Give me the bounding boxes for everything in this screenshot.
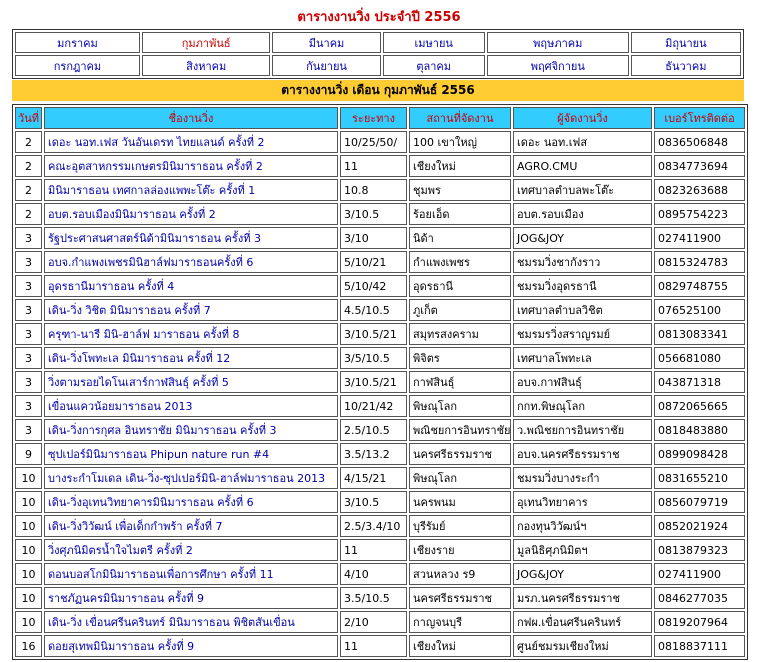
cell-distance: 3/10.5/21 [340, 323, 407, 345]
cell-distance: 3/10.5 [340, 491, 407, 513]
cell-phone: 076525100 [654, 299, 745, 321]
cell-day: 3 [15, 395, 42, 417]
cell-day: 3 [15, 419, 42, 441]
cell-distance: 3/10.5 [340, 203, 407, 225]
table-row [15, 563, 745, 585]
table-row [15, 491, 745, 513]
cell-phone: 043871318 [654, 371, 745, 393]
month-link-april[interactable]: เมษายน [383, 32, 485, 53]
month-link-december[interactable]: ธันวาคม [631, 55, 741, 76]
month-link-july[interactable]: กรกฎาคม [15, 55, 140, 76]
table-row [15, 371, 745, 393]
cell-distance: 5/10/42 [340, 275, 407, 297]
cell-day: 2 [15, 179, 42, 201]
cell-venue: 100 เขาใหญ่ [409, 131, 511, 153]
cell-day: 3 [15, 299, 42, 321]
event-link[interactable]: ดอยสุเทพมินิมาราธอน ครั้งที่ 9 [44, 635, 338, 657]
cell-venue: พณิชยการอินทราชัย [409, 419, 511, 441]
cell-venue: กำแพงเพชร [409, 251, 511, 273]
cell-day: 3 [15, 275, 42, 297]
event-link[interactable]: เขื่อนแควน้อยมาราธอน 2013 [44, 395, 338, 417]
cell-phone: 0895754223 [654, 203, 745, 225]
cell-venue: เชียงใหม่ [409, 635, 511, 657]
month-nav [12, 29, 744, 79]
cell-phone: 0852021924 [654, 515, 745, 537]
cell-phone: 027411900 [654, 227, 745, 249]
event-link[interactable]: เดิน-วิ่ง วิชิต มินิมาราธอน ครั้งที่ 7 [44, 299, 338, 321]
cell-day: 10 [15, 563, 42, 585]
cell-organizer: เทศบาลตำบลวิชิต [513, 299, 652, 321]
month-link-may[interactable]: พฤษภาคม [487, 32, 629, 53]
cell-venue: นครศรีธรรมราช [409, 443, 511, 465]
cell-organizer: มรภ.นครศรีธรรมราช [513, 587, 652, 609]
event-link[interactable]: บางระกำโมเดล เดิน-วิ่ง-ซุปเปอร์มินิ-ฮาล์ฟมาราธอน 2013 [44, 467, 338, 489]
table-row [15, 419, 745, 441]
cell-phone: 0836506848 [654, 131, 745, 153]
cell-distance: 4/15/21 [340, 467, 407, 489]
cell-day: 3 [15, 323, 42, 345]
cell-distance: 4.5/10.5 [340, 299, 407, 321]
cell-organizer: กฟผ.เขื่อนศรีนครินทร์ [513, 611, 652, 633]
cell-venue: นครศรีธรรมราช [409, 587, 511, 609]
cell-venue: พิษณุโลก [409, 467, 511, 489]
cell-distance: 11 [340, 539, 407, 561]
cell-phone: 0831655210 [654, 467, 745, 489]
table-row [15, 179, 745, 201]
table-row [15, 251, 745, 273]
cell-venue: นิด้า [409, 227, 511, 249]
cell-day: 16 [15, 635, 42, 657]
cell-distance: 11 [340, 635, 407, 657]
event-link[interactable]: วิ่งศุภนิมิตรน้ำใจไมตรี ครั้งที่ 2 [44, 539, 338, 561]
cell-day: 10 [15, 491, 42, 513]
table-row [15, 515, 745, 537]
table-row [15, 155, 745, 177]
cell-day: 10 [15, 539, 42, 561]
cell-venue: ร้อยเอ็ด [409, 203, 511, 225]
cell-day: 2 [15, 203, 42, 225]
cell-day: 3 [15, 227, 42, 249]
cell-distance: 3/10.5/21 [340, 371, 407, 393]
event-link[interactable]: เดิน-วิ่งการกุศล อินทราชัย มินิมาราธอน ครั้งที่ 3 [44, 419, 338, 441]
month-link-november[interactable]: พฤศจิกายน [487, 55, 629, 76]
cell-phone: 0829748755 [654, 275, 745, 297]
event-link[interactable]: ซุปเปอร์มินิมาราธอน Phipun nature run #4 [44, 443, 338, 465]
schedule-heading: ตารางงานวิ่ง เดือน กุมภาพันธ์ 2556 [12, 80, 744, 101]
cell-venue: นครพนม [409, 491, 511, 513]
table-row [15, 347, 745, 369]
cell-distance: 5/10/21 [340, 251, 407, 273]
month-row [15, 55, 741, 76]
cell-day: 3 [15, 251, 42, 273]
cell-organizer: อุเทนวิทยาคาร [513, 491, 652, 513]
cell-phone: 0813083341 [654, 323, 745, 345]
cell-distance: 2.5/3.4/10 [340, 515, 407, 537]
cell-phone: 0819207964 [654, 611, 745, 633]
table-row [15, 299, 745, 321]
month-link-september[interactable]: กันยายน [272, 55, 380, 76]
table-header-row [15, 107, 745, 129]
cell-organizer: เทศบาลโพทะเล [513, 347, 652, 369]
event-link[interactable]: เดอะ นอท.เฟส วันอันเดรท ไทยแลนด์ ครั้งที่ 2 [44, 131, 338, 153]
event-link[interactable]: เดิน-วิ่งโพทะเล มินิมาราธอน ครั้งที่ 12 [44, 347, 338, 369]
cell-phone: 0899098428 [654, 443, 745, 465]
cell-day: 2 [15, 131, 42, 153]
cell-venue: เชียงใหม่ [409, 155, 511, 177]
event-link[interactable]: เดิน-วิ่งอุเทนวิทยาคารมินิมาราธอน ครั้งที่ 6 [44, 491, 338, 513]
table-row [15, 203, 745, 225]
cell-distance: 3/10 [340, 227, 407, 249]
cell-day: 10 [15, 515, 42, 537]
event-link[interactable]: เดิน-วิ่ง เขื่อนศรีนครินทร์ มินิมาราธอน พิชิตสันเขื่อน [44, 611, 338, 633]
cell-phone: 0813879323 [654, 539, 745, 561]
cell-venue: สมุทรสงคราม [409, 323, 511, 345]
cell-distance: 3/5/10.5 [340, 347, 407, 369]
cell-organizer: ชมรมวิ่งชากังราว [513, 251, 652, 273]
cell-organizer: อบต.รอบเมือง [513, 203, 652, 225]
table-row [15, 131, 745, 153]
table-row [15, 611, 745, 633]
page-title: ตารางงานวิ่ง ประจำปี 2556 [297, 10, 461, 25]
event-link[interactable]: คณะอุตสาหกรรมเกษตรมินิมาราธอน ครั้งที่ 2 [44, 155, 338, 177]
table-row [15, 395, 745, 417]
event-link[interactable]: ดอนบอสโกมินิมาราธอนเพื่อการศึกษา ครั้งที่ 11 [44, 563, 338, 585]
cell-organizer: JOG&JOY [513, 563, 652, 585]
cell-day: 10 [15, 611, 42, 633]
event-link[interactable]: ราชภัฏนครมินิมาราธอน ครั้งที่ 9 [44, 587, 338, 609]
cell-venue: สวนหลวง ร9 [409, 563, 511, 585]
month-row [15, 32, 741, 53]
event-link[interactable]: รัฐประศาสนศาสตร์นิด้ามินิมาราธอน ครั้งที่ 3 [44, 227, 338, 249]
column-header-event-name: ชื่องานวิ่ง [44, 107, 338, 129]
cell-phone: 056681080 [654, 347, 745, 369]
event-link[interactable]: ครุฑา-นารี มินิ-ฮาล์ฟ มาราธอน ครั้งที่ 8 [44, 323, 338, 345]
event-link[interactable]: อบต.รอบเมืองมินิมาราธอน ครั้งที่ 2 [44, 203, 338, 225]
cell-day: 2 [15, 155, 42, 177]
cell-organizer: ชมรมรวิ่งสราญรมย์ [513, 323, 652, 345]
cell-venue: ภูเก็ต [409, 299, 511, 321]
month-link-march[interactable]: มีนาคม [272, 32, 380, 53]
cell-venue: ชุมพร [409, 179, 511, 201]
run-schedule-table [12, 104, 748, 660]
cell-phone: 0856079719 [654, 491, 745, 513]
cell-distance: 10.8 [340, 179, 407, 201]
cell-phone: 0834773694 [654, 155, 745, 177]
month-link-june[interactable]: มิถุนายน [631, 32, 741, 53]
table-row [15, 635, 745, 657]
month-link-january[interactable]: มกราคม [15, 32, 140, 53]
event-link[interactable]: มินิมาราธอน เทศกาลล่องแพพะโต๊ะ ครั้งที่ 1 [44, 179, 338, 201]
column-header-phone: เบอร์โทรติดต่อ [654, 107, 745, 129]
cell-day: 10 [15, 587, 42, 609]
table-row [15, 587, 745, 609]
cell-organizer: อบจ.นครศรีธรรมราช [513, 443, 652, 465]
cell-phone: 0818837111 [654, 635, 745, 657]
cell-venue: พิจิตร [409, 347, 511, 369]
column-header-organizer: ผู้จัดงานวิ่ง [513, 107, 652, 129]
cell-organizer: AGRO.CMU [513, 155, 652, 177]
table-row [15, 227, 745, 249]
cell-organizer: ว.พณิชยการอินทราชัย [513, 419, 652, 441]
event-link[interactable]: อุดรธานีมาราธอน ครั้งที่ 4 [44, 275, 338, 297]
cell-distance: 11 [340, 155, 407, 177]
table-row [15, 275, 745, 297]
table-row [15, 323, 745, 345]
cell-organizer: เทศบาลตำบลพะโต๊ะ [513, 179, 652, 201]
cell-organizer: มูลนิธิศุภนิมิตฯ [513, 539, 652, 561]
cell-day: 3 [15, 371, 42, 393]
cell-venue: กาฬสินธุ์ [409, 371, 511, 393]
cell-distance: 3.5/13.2 [340, 443, 407, 465]
cell-organizer: ชมรมวิ่งอุดรธานี [513, 275, 652, 297]
cell-phone: 0846277035 [654, 587, 745, 609]
month-link-august[interactable]: สิงหาคม [142, 55, 271, 76]
column-header-distance: ระยะทาง [340, 107, 407, 129]
month-link-february[interactable]: กุมภาพันธ์ [142, 32, 271, 53]
cell-distance: 3.5/10.5 [340, 587, 407, 609]
cell-distance: 10/25/50/ [340, 131, 407, 153]
cell-venue: พิษณุโลก [409, 395, 511, 417]
event-link[interactable]: เดิน-วิ่งวิวัฒน์ เพื่อเด็กกำพร้า ครั้งที่ 7 [44, 515, 338, 537]
table-row [15, 539, 745, 561]
cell-day: 10 [15, 467, 42, 489]
column-header-day: วันที่ [15, 107, 42, 129]
cell-phone: 0818483880 [654, 419, 745, 441]
cell-venue: กาญจนบุรี [409, 611, 511, 633]
cell-distance: 2.5/10.5 [340, 419, 407, 441]
cell-phone: 027411900 [654, 563, 745, 585]
column-header-venue: สถานที่จัดงาน [409, 107, 511, 129]
cell-organizer: กองทุนวิวัฒน์ฯ [513, 515, 652, 537]
cell-organizer: กกท.พิษณุโลก [513, 395, 652, 417]
cell-distance: 4/10 [340, 563, 407, 585]
cell-venue: อุดรธานี [409, 275, 511, 297]
cell-organizer: ศูนย์ชมรมเชียงใหม่ [513, 635, 652, 657]
cell-venue: บุรีรัมย์ [409, 515, 511, 537]
cell-organizer: อบจ.กาฬสินธุ์ [513, 371, 652, 393]
cell-day: 3 [15, 347, 42, 369]
cell-distance: 10/21/42 [340, 395, 407, 417]
cell-phone: 0872065665 [654, 395, 745, 417]
cell-organizer: เดอะ นอท.เฟส [513, 131, 652, 153]
event-link[interactable]: วิ่งตามรอยไดโนเสาร์กาฬสินธุ์ ครั้งที่ 5 [44, 371, 338, 393]
cell-organizer: ชมรมวิ่งบางระกำ [513, 467, 652, 489]
cell-day: 9 [15, 443, 42, 465]
event-link[interactable]: อบจ.กำแพงเพชรมินิฮาล์ฟมาราธอนครั้งที่ 6 [44, 251, 338, 273]
table-row [15, 467, 745, 489]
cell-distance: 2/10 [340, 611, 407, 633]
month-link-october[interactable]: ตุลาคม [383, 55, 485, 76]
cell-phone: 0815324783 [654, 251, 745, 273]
cell-organizer: JOG&JOY [513, 227, 652, 249]
table-row [15, 443, 745, 465]
cell-phone: 0823263688 [654, 179, 745, 201]
cell-venue: เชียงราย [409, 539, 511, 561]
